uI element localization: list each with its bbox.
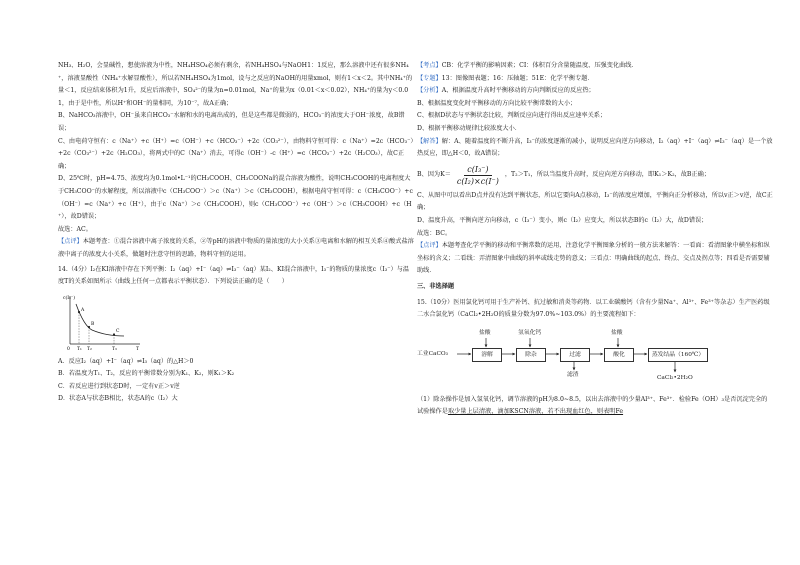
q14-jieda-d: D、温度升高，平衡向逆方向移动，c（I₃⁻）变小，则c（I₂）应变大，所以状态B的c（I₂）大，故D错误； (417, 216, 708, 224)
q14-zhuanti (417, 73, 773, 86)
comment-num-4: ④ (382, 238, 390, 246)
jieda-b-suffix: ，T₂＞T₁，所以当温度升高时，反应向逆方向移动，即K₁＞K₂，故B正确； (504, 170, 711, 178)
q15-part1 (417, 394, 773, 419)
q14-option-a: A．反应I₂（aq）+I⁻（aq）⇌I₃（aq）的△H＞0 (58, 357, 194, 365)
comment-tag: 【点评】 (58, 238, 83, 246)
equilibrium-constant-fraction (454, 164, 502, 187)
jieda-a-text: 解：A、随着温度的不断升高，I₃⁻的浓度逐渐的减小，说明反应向逆方向移动，I₂（aq）+I⁻（aq）⇌I₃⁻（aq）是一个放热反应，即△H＜0，故A错误； (417, 137, 773, 158)
t1-tick-label: T₁ (77, 346, 82, 352)
comment-num-3: ③ (314, 238, 322, 246)
fenxi-a: A、根据温度升高时平衡移动的方向判断反应的反应热； (441, 87, 595, 95)
origin-label: 0 (67, 346, 70, 352)
flow-start-label: 工业CaCO₃ (417, 350, 448, 357)
left-column (58, 60, 414, 406)
comment-text-2: 等pH的溶液中物质的量浓度的大小关系 (206, 238, 315, 246)
flow-step-remove-impurities: 除杂 (516, 348, 546, 362)
fraction-denominator: c(I₂)×c(I⁻) (456, 176, 499, 186)
flow-step-evaporate: 蒸发结晶（160℃） (648, 348, 708, 362)
q14-option-b: B．若温度为T₁、T₂，反应的平衡常数分别为K₁、K₂，则K₁＞K₂ (58, 370, 235, 378)
q13-answer: 故选：AC。 (58, 225, 92, 233)
q15-part1-prefix: （1）除杂操作是加入氢氧化钙，调节溶液的pH为8.0~8.5，以出去溶液中的少量Al³⁺、Fe³⁺．检验Fe（OH）₃是否沉淀完全的试验操作是 (417, 395, 768, 416)
right-column (417, 60, 773, 419)
point-a-label: A (81, 307, 85, 313)
t2-tick-label: T₂ (87, 346, 92, 352)
comment-text-3: 电离和水解的相互关系 (321, 238, 383, 246)
t3-tick-label: T₃ (112, 346, 117, 352)
comment-text-4: 酸式盐溶液中离子的浓度大小关系，做题时注意守恒的思路，物料守恒的运用。 (58, 238, 414, 258)
dianping-tag: 【点评】 (417, 242, 442, 250)
fenxi-tag: 【分析】 (417, 87, 442, 95)
jieda-tag: 【解答】 (417, 137, 442, 145)
point-c-label: C (116, 328, 120, 334)
kaodian-tag: 【考点】 (417, 62, 442, 69)
flow-reagent-hcl-2: 盐酸 (611, 329, 623, 336)
flow-reagent-caoh2: 氢氧化钙 (518, 329, 542, 336)
flow-step-filter: 过滤 (560, 348, 590, 362)
q14-option-c: C．若反应进行到状态D时，一定有v正＞v逆 (58, 382, 180, 390)
q14-stem: 14.（4分）I₂在KI溶液中存在下列平衡：I₂（aq）+I⁻（aq）⇌I₃⁻（aq）某I₂、KI混合溶液中，I₃⁻的物质的量浓度c（I₃⁻）与温度T的关系如图所示（曲线上任何一点都表示平衡状态）．下列说法正确的是（ ） (58, 265, 410, 286)
flow-arrows (417, 326, 777, 390)
section-heading: 三、非选择题 (417, 282, 455, 290)
q14-jieda-a (417, 136, 773, 161)
flow-step-acidify: 酸化 (604, 348, 634, 362)
zhuanti-tag: 【专题】 (417, 74, 442, 82)
zhuanti-text: 13：图像图表题；16：压轴题；51E：化学平衡专题． (441, 74, 594, 82)
t-axis-label: T (136, 346, 140, 352)
q13-analysis-c: C、由电荷守恒有：c（Na⁺）+c（H⁺）=c（OH⁻）+c（HCO₃⁻）+2c（CO₃²⁻），由物料守恒可得：c（Na⁺）=2c（HCO₃⁻）+2c（CO₃²⁻）+2c（H₂CO₃），将两式中的C（Na⁺）消去，可得c（OH⁻）-c（H⁺）=c（HCO₃⁻）+2c（H₂CO₃），故C正确； (58, 137, 414, 170)
q13-analysis-b: B、NaHCO₃溶液中，OH⁻虽来自HCO₃⁻水解和水的电离出成的，但是这些都是微弱的，HCO₃⁻的浓度大于OH⁻浓度，故B错误； (58, 112, 405, 132)
flow-reagent-hcl-1: 盐酸 (479, 329, 491, 336)
q14-fenxi-b: B、根据温度变化时平衡移动的方向比较平衡常数的大小； (417, 99, 577, 107)
q14-fenxi (417, 85, 773, 98)
point-b-label: B (91, 321, 95, 327)
q13-analysis-a-continued: NH₃、H₂O，会显碱性，想使溶液为中性，NH₄HSO₄必须有剩余，若NH₄HSO₄与NaOH1：1反应，那么溶液中还有很多NH₄⁺，溶液显酸性（NH₄⁺水解显酸性），所以若NH₄HSO₄为1mol，设与之反应的NaOH的用量xmol，则有1＜x＜2。其中NH₄⁺的量＜1，反应结束体积为1升，反应后溶液中，SO₄²⁻的量为n=0.01mol，Na⁺的量为x（0.01＜x＜0.02），NH₄⁺的量为y＜0.01，由于是中性，所以H⁺和OH⁻的量相同，为10⁻⁷，故A正确； (58, 62, 413, 107)
q15-stem: 15.（10分）医用氯化钙可用于生产补钙、抗过敏和消炎等药物．以工业碳酸钙（含有少量Na⁺、Al³⁺、Fe³⁺等杂志）生产医药级二水合氯化钙（CaCl₂•2H₂O的质量分数为97.0%~103.0%）的主要流程如下： (417, 298, 770, 319)
flow-step-dissolve: 溶解 (472, 348, 502, 362)
flow-residue-label: 滤渣 (567, 371, 579, 378)
y-axis-label: c(I₃⁻) (63, 295, 75, 301)
dianping-text: 本题考查化学平衡的移动和平衡常数的运用，注意化学平衡图象分析的一般方法来解答：一看面：看清图象中横坐标和纵坐标的含义；二看线：弄清图象中曲线的斜率或线走势的意义；三看点：明确曲线的起点、终点、交点及拐点等；四看是否需要辅助线． (417, 242, 770, 275)
q14-kaodian (417, 60, 773, 73)
comment-num-1: ① (113, 238, 120, 246)
fraction-numerator: c(I₃⁻) (464, 164, 491, 176)
q13-comment (58, 236, 414, 261)
q14-graph (62, 292, 142, 352)
comment-text-1: 混合溶液中离子浓度的关系， (119, 238, 201, 246)
q14-dianping (417, 240, 773, 278)
q15-part1-answer: 取少量上层清液，滴加KSCN溶液，若不出现血红色，则表明Fe (447, 408, 624, 416)
kaodian-text: CB：化学平衡的影响因素；CI：体积百分含量随温度、压强变化曲线． (441, 62, 638, 69)
q14-graph-svg (62, 292, 142, 352)
comment-num-2: ② (200, 238, 207, 246)
q13-analysis-d: D、25℃时，pH=4.75、浓度均为0.1mol•L⁻¹的CH₃COOH、CH₃COONa的混合溶液为酸性，说明CH₃COOH的电离程度大于CH₃COO⁻的水解程度，所以溶液中c（CH₃COO⁻）＞c（Na⁺）＞c（CH₃COOH），根据电荷守恒可得：c（CH₃COO⁻）+c（OH⁻）=c（Na⁺）+c（H⁺），由于c（Na⁺）＞c（CH₃COOH），则c（CH₃COO⁻）+c（OH⁻）＞c（CH₃COOH）+c（H⁺），故D错误； (58, 175, 413, 221)
q14-option-d: D．状态A与状态B相比，状态A的c（I₂）大 (58, 395, 178, 403)
process-flow-diagram (417, 326, 777, 390)
flow-product-label: CaCl₂•2H₂O (657, 374, 693, 381)
comment-prefix: 本题考查： (82, 238, 114, 246)
q14-jieda-b (417, 164, 773, 187)
jieda-b-prefix: B、因为K＝ (417, 170, 451, 178)
q14-fenxi-c: C、根据D状态与平衡状态比较，判断反应向进行得出反应速率关系； (417, 112, 607, 120)
q14-jieda-c: C、从图中可以看出D点并没有达到平衡状态，所以它要向A点移动，I₃⁻的浓度应增加，平衡向正分析移动，所以v正＞v逆，故C正确； (417, 191, 773, 212)
q14-fenxi-d: D、根据平衡移动规律比较浓度大小． (417, 124, 521, 132)
q14-answer: 故选：BC。 (417, 229, 452, 237)
